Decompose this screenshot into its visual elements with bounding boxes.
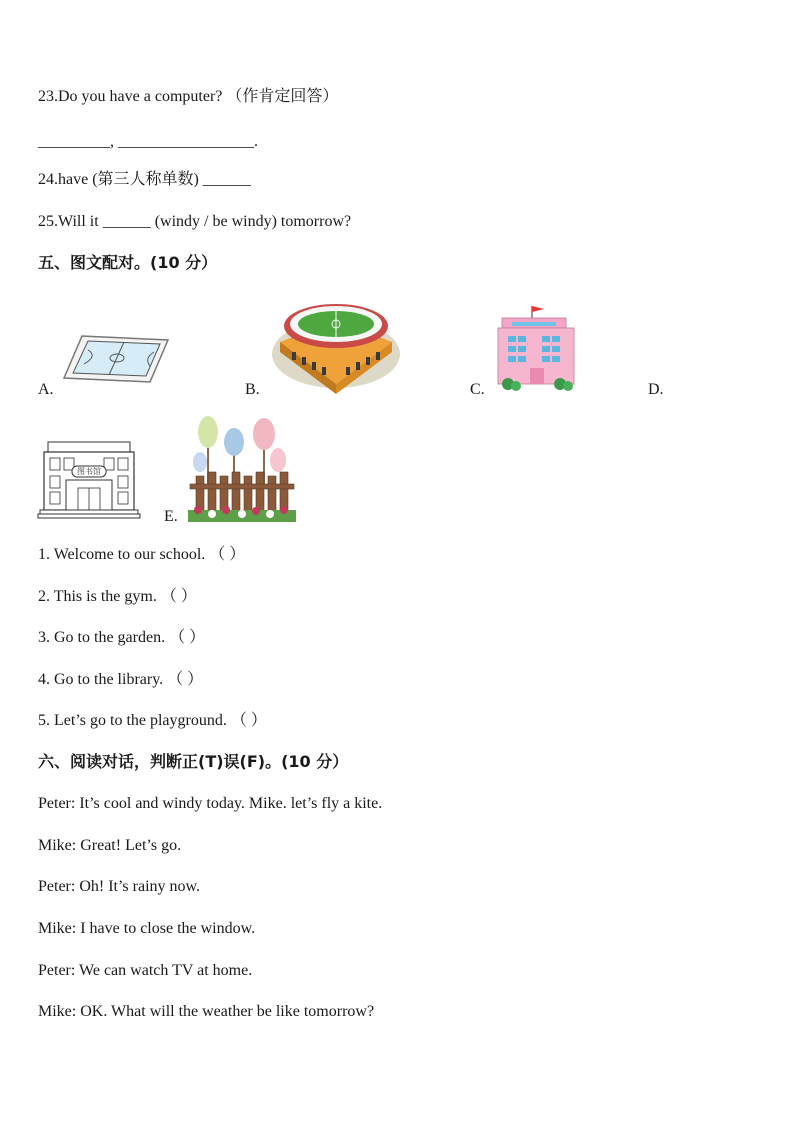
dialogue-line-5: Peter: We can watch TV at home. [38,962,253,979]
library-building-image [38,440,140,520]
match-item-3: 3. Go to the garden. （ ） [38,629,206,646]
option-b-label: B. [245,381,260,398]
question-23: 23.Do you have a computer? （作肯定回答） [38,88,339,105]
dialogue-line-6: Mike: OK. What will the weather be like tomorrow? [38,1003,375,1020]
library-sign-text: 图书馆 [77,467,101,476]
match-item-2: 2. This is the gym. （ ） [38,588,197,605]
school-building-image [496,304,578,392]
section-6-heading: 六、阅读对话，判断正(T)误(F)。(10 分） [38,752,349,771]
question-24: 24.have (第三人称单数) ______ [38,171,251,188]
section-5-heading: 五、图文配对。(10 分） [38,253,218,272]
dialogue-line-2: Mike: Great! Let’s go. [38,837,182,854]
match-item-5: 5. Let’s go to the playground. （ ） [38,712,267,729]
garden-image [186,414,298,524]
match-item-4: 4. Go to the library. （ ） [38,671,204,688]
option-e-label: E. [164,508,178,525]
basketball-court-image [62,328,172,388]
option-d-label: D. [648,381,664,398]
match-item-1: 1. Welcome to our school. （ ） [38,546,246,563]
question-23-answer-blank: _________, _________________. [38,133,258,150]
dialogue-line-3: Peter: Oh! It’s rainy now. [38,878,201,895]
option-c-label: C. [470,381,485,398]
question-25: 25.Will it ______ (windy / be windy) tomorrow? [38,213,352,230]
dialogue-line-4: Mike: I have to close the window. [38,920,256,937]
stadium-image [270,292,402,394]
option-a-label: A. [38,381,54,398]
dialogue-line-1: Peter: It’s cool and windy today. Mike. let’s fly a kite. [38,795,383,812]
